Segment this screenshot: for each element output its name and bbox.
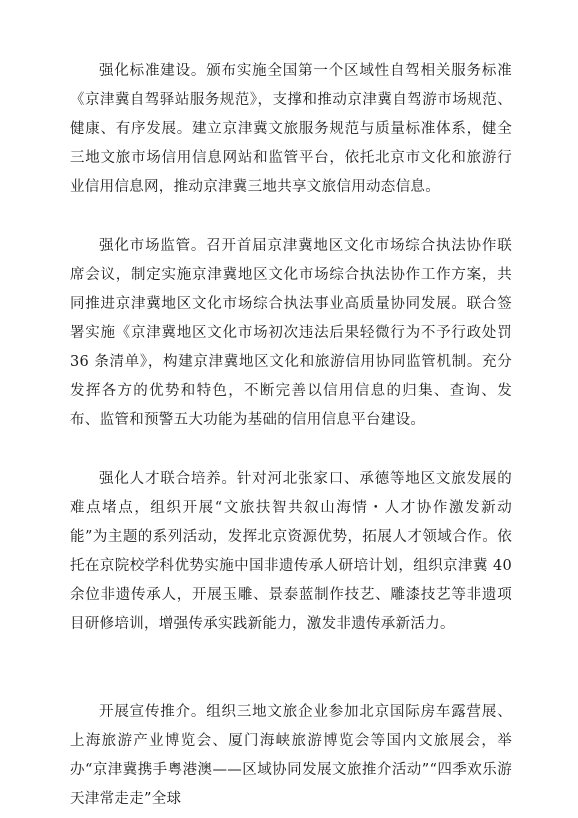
paragraph-market-supervision: 强化市场监管。召开首届京津冀地区文化市场综合执法协作联席会议，制定实施京津冀地区文化市场综合执法协作工作方案，共同推进京津冀地区文化市场综合执法事业高质量协同发展。联合签署实施《京津冀地区文化市场初次违法后果轻微行为不予行政处罚 36 条清单》，构建京津冀地区文化和旅游信用协同监管机制。充分发挥各方的优势和特色，不断完善以信用信息的归集、查询、发布、监管和预警五大功能为基础的信用信息平台建设。 bbox=[70, 238, 512, 428]
paragraph-promotion: 开展宣传推介。组织三地文旅企业参加北京国际房车露营展、上海旅游产业博览会、厦门海峡旅游博览会等国内文旅展会，举办“京津冀携手粤港澳——区域协同发展文旅推介活动”“四季欢乐游天津常走走”全球 bbox=[70, 704, 512, 807]
paragraph-standard-building: 强化标准建设。颁布实施全国第一个区域性自驾相关服务标准《京津冀自驾驿站服务规范》，支撑和推动京津冀自驾游市场规范、健康、有序发展。建立京津冀文旅服务规范与质量标准体系，健全三地文旅市场信用信息网站和监管平台，依托北京市文化和旅游行业信用信息网，推动京津冀三地共享文旅信用动态信息。 bbox=[70, 63, 512, 195]
paragraph-talent-training: 强化人才联合培养。针对河北张家口、承德等地区文旅发展的难点堵点，组织开展“文旅扶智共叙山海情・人才协作激发新动能”为主题的系列活动，发挥北京资源优势，拓展人才领域合作。依托在京院校学科优势实施中国非遗传承人研培计划，组织京津冀 40 余位非遗传承人，开展玉雕、景泰蓝制作技艺、雕漆技艺等非遗项目研修培训，增强传承实践新能力，激发非遗传承新活力。 bbox=[70, 471, 512, 632]
